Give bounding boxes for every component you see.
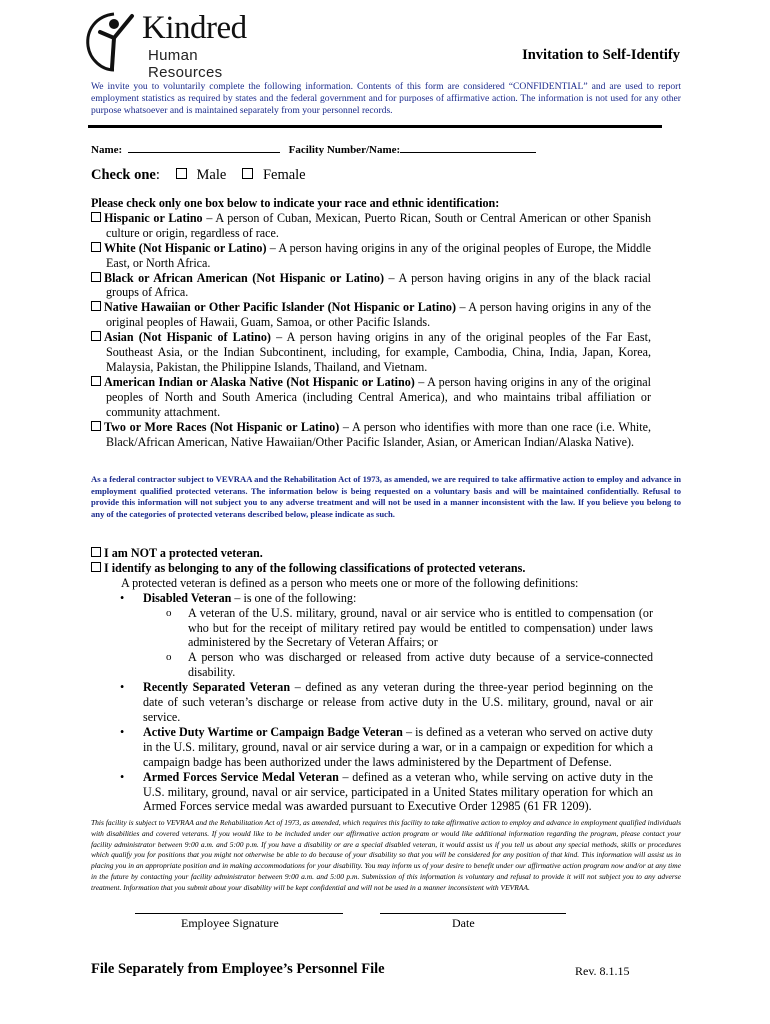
vevraa-notice: As a federal contractor subject to VEVRAA and the Rehabilitation Act of 1973, as amended, we are required to take affirmative action to employ and advance in employment qualified protected veterans. The information below is being requested on a voluntary basis and will be maintained confidentially. Refusal to provide this information will not subject you to any adverse treatment and will not be used in a manner inconsistent with the law. If you believe you belong to any of the categories of protected veterans described below, please indicate as such. (91, 474, 681, 519)
intro-paragraph: We invite you to voluntarily complete the following information. Contents of this form are considered “CONFIDENTIAL” and are used to report employment statistics as required by states and the federal government and for purposes of affirmative action. The information is not used for any other purpose whatsoever and is maintained separately from your personnel records. (91, 81, 681, 117)
race-name: Two or More Races (Not Hispanic or Latino) (104, 419, 340, 434)
legal-notice: This facility is subject to VEVRAA and the Rehabilitation Act of 1973, as amended, which requires this facility to take affirmative action to employ and advance in employment qualified individuals with disabilities and covered veterans. If you would like to be included under our affirmative action program or would like additional information regarding the program, please contact your facility administrator between 9:00 a.m. and 5:00 p.m. If you have a disability or are a special disabled veteran, it would assist us if you tell us about any special methods, skills or procedures which qualify you for positions that you might not otherwise be able to do because of your disability so that you will be considered for any position of that kind. This information will assist us in placing you in an appropriate position and in making accommodations for your disability. You may inform us of your desire to benefit under our affirmative action program now and/or at any time in the future by contacting your facility administrator between 9:00 a.m. and 5:00 p.m. Submission of this information is voluntary and refusal to provide it will not subject you to any adverse treatment. Information that you submit about your disability will be kept confidential and will not be used in a manner inconsistent with VEVRAA. (91, 818, 681, 892)
definition-term: Recently Separated Veteran (143, 680, 291, 695)
race-desc: – A person having origins in any of the original peoples of the Far East, Southeast Asia, or the Indian Subcontinent, including, for example, Cambodia, China, India, Japan, Korea, Malaysia, Pakistan, the Philippine Islands, Thailand, and Vietnam. (106, 330, 651, 374)
race-section (91, 196, 651, 449)
definition-text: – defined as a veteran who, while serving on active duty in the U.S. military, ground, naval or air service, participated in a United States military operation for which an Armed Forces service medal was awarded pursuant to Executive Order 12985 (61 FR 1209). (143, 769, 654, 814)
veteran-identify-checkbox[interactable] (91, 562, 101, 572)
race-checkbox[interactable] (91, 301, 101, 311)
veteran-option-not (91, 546, 653, 561)
female-label: Female (262, 167, 306, 183)
race-option-hispanic (91, 211, 651, 241)
race-option-pacific-islander (91, 300, 651, 330)
list-item (91, 680, 653, 725)
race-checkbox[interactable] (91, 376, 101, 386)
female-checkbox[interactable] (242, 168, 253, 179)
race-checkbox[interactable] (91, 242, 101, 252)
race-checkbox[interactable] (91, 331, 101, 341)
division-name: Human Resources (148, 47, 223, 81)
kindred-figure-icon (84, 10, 144, 74)
bullet-icon: • (120, 769, 125, 784)
sub-bullet-icon: o (166, 651, 172, 664)
check-one-colon: : (155, 167, 160, 183)
name-facility-row (91, 143, 536, 156)
race-name: Native Hawaiian or Other Pacific Islander (Not Hispanic or Latino) (104, 300, 456, 315)
race-heading: Please check only one box below to indicate your race and ethnic identification: (91, 196, 500, 210)
disabled-veteran-sublist (143, 606, 653, 681)
header-divider (88, 125, 662, 128)
race-desc: – A person of Cuban, Mexican, Puerto Rican, South or Central American or other Spanish culture or origin, regardless of race. (106, 210, 652, 240)
check-one-label: Check one (91, 167, 156, 183)
kindred-logo (84, 10, 264, 81)
race-checkbox[interactable] (91, 272, 101, 282)
date-field[interactable] (380, 913, 566, 914)
name-label: Name: (91, 144, 123, 156)
race-desc: – A person who identifies with more than one race (i.e. White, Black/African American, Native Hawaiian/Other Pacific Islander, Asian, or American Indian/Alaska Native). (106, 419, 651, 449)
race-desc: – A person having origins in any of the black racial groups of Africa. (106, 270, 651, 300)
bullet-icon: • (120, 590, 125, 605)
list-item (143, 606, 653, 651)
facility-field[interactable] (400, 143, 536, 153)
sub-bullet-icon: o (166, 606, 172, 619)
race-name: White (Not Hispanic or Latino) (104, 240, 267, 255)
race-checkbox[interactable] (91, 421, 101, 431)
male-checkbox[interactable] (176, 168, 187, 179)
veteran-not-checkbox[interactable] (91, 547, 101, 557)
race-checkbox[interactable] (91, 212, 101, 222)
race-name: Black or African American (Not Hispanic or Latino) (104, 270, 384, 285)
definition-text: – defined as any veteran during the three-year period beginning on the date of such veteran’s discharge or release from active duty in the U.S. military, ground, naval or air service. (143, 680, 653, 724)
sub-definition-text: A person who was discharged or released from active duty because of a service-connected disability. (188, 650, 653, 680)
race-name: Asian (Not Hispanic of Latino) (104, 330, 271, 345)
male-label: Male (196, 167, 227, 183)
race-option-two-or-more (91, 420, 651, 450)
revision-label: Rev. 8.1.15 (575, 964, 630, 978)
list-item (91, 725, 653, 770)
facility-label: Facility Number/Name: (288, 144, 401, 156)
list-item (91, 770, 653, 815)
veteran-not-label: I am NOT a protected veteran. (104, 546, 263, 560)
bullet-icon: • (120, 680, 125, 695)
employee-signature-label: Employee Signature (181, 916, 279, 930)
race-name: Hispanic or Latino (104, 210, 203, 225)
veteran-option-identify (91, 561, 653, 576)
footer-title: File Separately from Employee’s Personnel File (91, 961, 385, 977)
brand-name: Kindred (142, 10, 247, 46)
definition-term: Disabled Veteran (143, 590, 232, 605)
race-desc: – A person having origins in any of the original peoples of Europe, the Middle East, or North Africa. (106, 240, 652, 270)
race-option-american-indian (91, 375, 651, 420)
race-name: American Indian or Alaska Native (Not Hispanic or Latino) (104, 374, 415, 389)
employee-signature-field[interactable] (135, 913, 343, 914)
sub-definition-text: A veteran of the U.S. military, ground, naval or air service who is entitled to compensation (or who but for the receipt of military retired pay would be entitled to compensation) under laws administered by the Secretary of Veteran Affairs; or (188, 605, 653, 650)
race-desc: – A person having origins in any of the original peoples of North and South America (including Central America), and who maintains tribal affiliation or community attachment. (106, 374, 652, 419)
list-item (91, 591, 653, 680)
definition-text: – is one of the following: (231, 590, 357, 605)
name-field[interactable] (128, 143, 280, 153)
race-option-black (91, 271, 651, 301)
veteran-identify-label: I identify as belonging to any of the following classifications of protected veterans. (104, 560, 526, 575)
bullet-icon: • (120, 724, 125, 739)
definition-term: Armed Forces Service Medal Veteran (143, 769, 339, 784)
gender-row (91, 167, 306, 184)
veteran-section (91, 546, 653, 814)
race-desc: – A person having origins in any of the original peoples of Hawaii, Guam, Samoa, or other Pacific Islands. (106, 300, 651, 330)
definition-text: – is defined as a veteran who served on active duty in the U.S. military, ground, naval or air service during a war, or in a campaign or expedition for which a campaign badge has been authorized under the laws administered by the Department of Defense. (143, 724, 653, 769)
race-option-asian (91, 330, 651, 375)
veteran-definition-intro: A protected veteran is defined as a person who meets one or more of the following definitions: (121, 575, 579, 590)
race-option-white (91, 241, 651, 271)
list-item (143, 650, 653, 680)
date-label: Date (452, 916, 475, 930)
document-title: Invitation to Self-Identify (522, 47, 680, 63)
veteran-definitions-list (91, 591, 653, 815)
definition-term: Active Duty Wartime or Campaign Badge Veteran (143, 724, 403, 739)
